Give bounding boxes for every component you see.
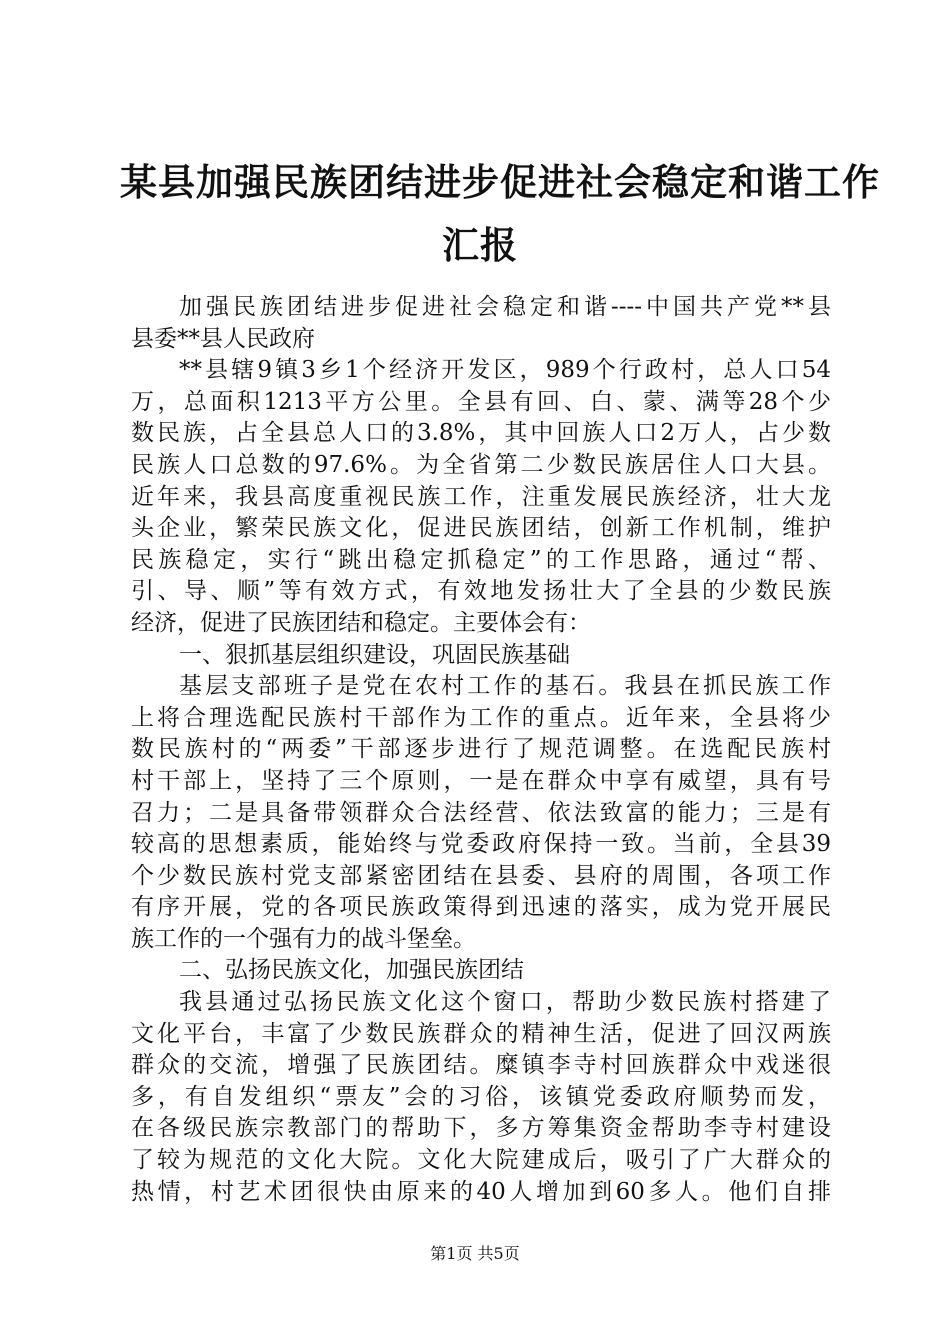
body-line: 数民族村的“两委”干部逐步进行了规范调整。在选配民族村 [131, 736, 831, 763]
document-title-line-1: 某县加强民族团结进步促进社会稳定和谐工作 [120, 160, 880, 204]
body-line: 热情，村艺术团很快由原来的40人增加到60多人。他们自排 [131, 1178, 831, 1205]
body-line: 我县通过弘扬民族文化这个窗口，帮助少数民族村搭建了 [179, 989, 831, 1016]
body-line: 基层支部班子是党在农村工作的基石。我县在抓民族工作 [179, 673, 831, 700]
body-line: 个少数民族村党支部紧密团结在县委、县府的周围，各项工作 [131, 862, 831, 889]
page-number-footer: 第1页 共5页 [430, 1244, 520, 1263]
body-line: 族工作的一个强有力的战斗堡垒。 [131, 925, 476, 952]
body-line: 了较为规范的文化大院。文化大院建成后，吸引了广大群众的 [131, 1147, 831, 1174]
body-line: 引、导、顺”等有效方式，有效地发扬壮大了全县的少数民族 [131, 578, 831, 605]
document-body [131, 292, 831, 1208]
body-line: 加强民族团结进步促进社会稳定和谐----中国共产党**县 [179, 294, 831, 320]
body-line: 较高的思想素质，能始终与党委政府保持一致。当前，全县39 [131, 831, 831, 858]
body-line: 民族稳定，实行“跳出稳定抓稳定”的工作思路，通过“帮、 [131, 546, 831, 573]
body-line: 近年来，我县高度重视民族工作，注重发展民族经济，壮大龙 [131, 483, 831, 510]
body-line: 数民族，占全县总人口的3.8%，其中回族人口2万人，占少数 [131, 420, 831, 447]
body-line: 头企业，繁荣民族文化，促进民族团结，创新工作机制，维护 [131, 515, 831, 542]
body-line: 县委**县人民政府 [131, 325, 315, 352]
body-line: 村干部上，坚持了三个原则，一是在群众中享有威望，具有号 [131, 767, 831, 794]
body-line: 上将合理选配民族村干部作为工作的重点。近年来，全县将少 [131, 704, 831, 731]
body-line: 万，总面积1213平方公里。全县有回、白、蒙、满等28个少 [131, 388, 831, 415]
body-line: 经济，促进了民族团结和稳定。主要体会有： [131, 609, 591, 636]
section-heading: 二、弘扬民族文化，加强民族团结 [179, 957, 524, 984]
body-line: 群众的交流，增强了民族团结。糜镇李寺村回族群众中戏迷很 [131, 1052, 831, 1079]
body-line: 多，有自发组织“票友”会的习俗，该镇党委政府顺势而发， [131, 1083, 831, 1110]
body-line: 在各级民族宗教部门的帮助下，多方筹集资金帮助李寺村建设 [131, 1115, 831, 1142]
body-line: **县辖9镇3乡1个经济开发区，989个行政村，总人口54 [179, 357, 831, 384]
body-line: 有序开展，党的各项民族政策得到迅速的落实，成为党开展民 [131, 894, 831, 921]
body-line: 民族人口总数的97.6%。为全省第二少数民族居住人口大县。 [131, 451, 831, 478]
body-line: 召力；二是具备带领群众合法经营、依法致富的能力；三是有 [131, 799, 831, 826]
document-title-line-2: 汇报 [442, 223, 518, 267]
body-line: 文化平台，丰富了少数民族群众的精神生活，促进了回汉两族 [131, 1020, 831, 1047]
section-heading: 一、狠抓基层组织建设，巩固民族基础 [179, 641, 570, 668]
